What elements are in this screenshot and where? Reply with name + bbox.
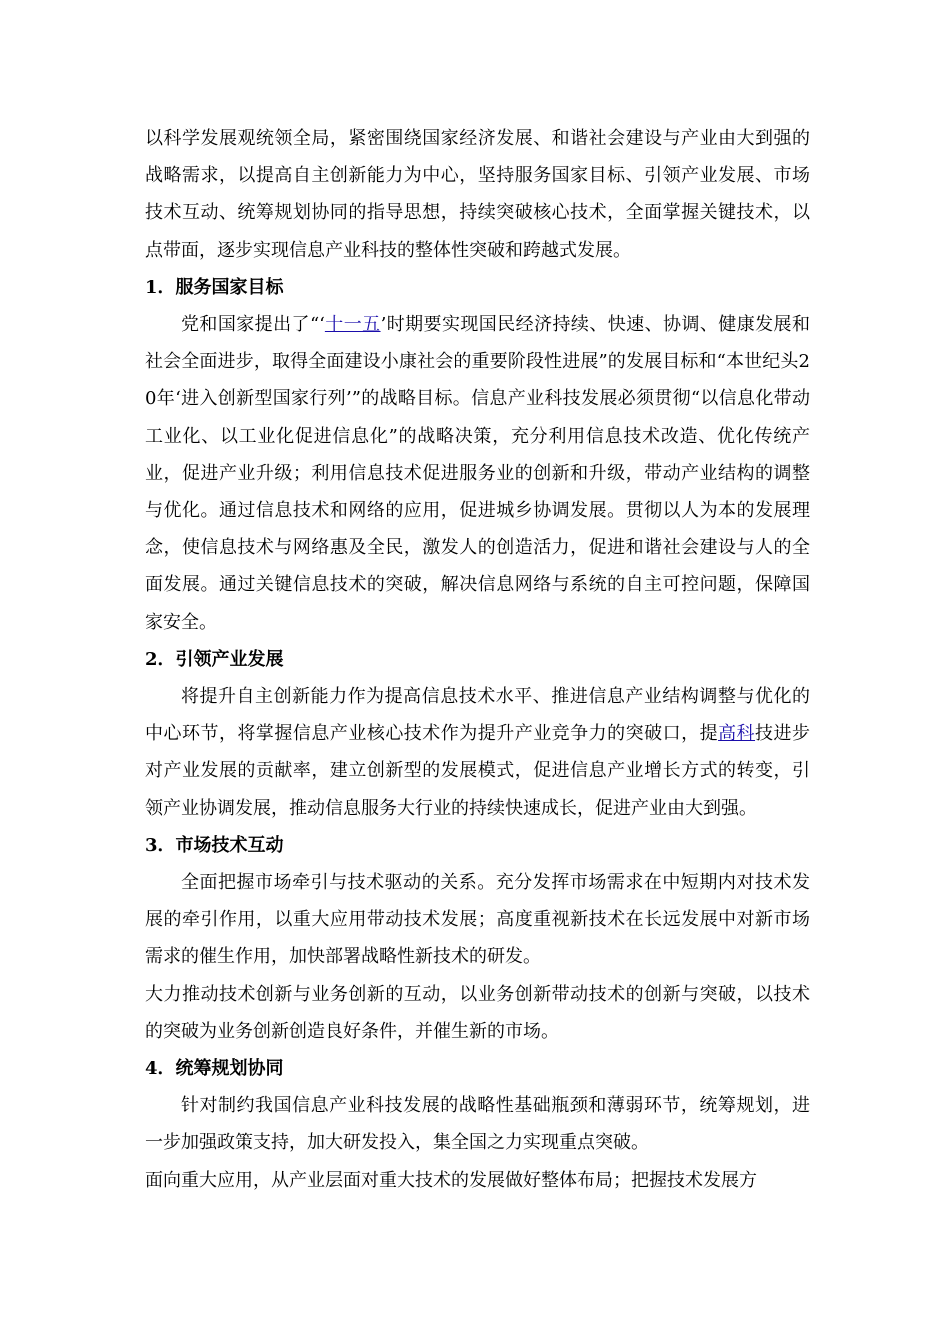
section-heading-market-tech: 3．市场技术互动: [145, 834, 284, 856]
section-heading-lead-industry: 2．引领产业发展: [145, 648, 284, 670]
section-heading-coordination: 4．统筹规划协同: [145, 1058, 284, 1080]
text-run: 将提升自主创新能力作为提高信息技术水平、推进信息产业结构调整与优化的中心环节，将掌握信息产业核心技术作为提升产业竞争力的突破口，提: [145, 686, 810, 745]
section-heading-serve-nation: 1．服务国家目标: [145, 276, 284, 298]
text-run: ’时期要实现国民经济持续、快速、协调、健康发展和社会全面进步，取得全面建设小康社会的重要阶段性进展”的发展目标和“本世纪头20年‘进入创新型国家行列’”的战略目标。信息产业科技发展必须贯彻“以信息化带动工业化、以工业化促进信息化”的战略决策，充分利用信息技术改造、优化传统产业，促进产业升级；利用信息技术促进服务业的创新和升级，带动产业结构的调整与优化。通过信息技术和网络的应用，促进城乡协调发展。贯彻以人为本的发展理念，使信息技术与网络惠及全民，激发人的创造活力，促进和谐社会建设与人的全面发展。通过关键信息技术的突破，解决信息网络与系统的自主可控问题，保障国家安全。: [145, 314, 810, 633]
intro-paragraph: 以科学发展观统领全局，紧密围绕国家经济发展、和谐社会建设与产业由大到强的战略需求，以提高自主创新能力为中心，坚持服务国家目标、引领产业发展、市场技术互动、统筹规划协同的指导思想，持续突破核心技术，全面掌握关键技术，以点带面，逐步实现信息产业科技的整体性突破和跨越式发展。: [145, 128, 810, 261]
section-paragraph-lead-industry: [145, 678, 810, 827]
section-paragraph-coordination-2: 面向重大应用，从产业层面对重大技术的发展做好整体布局；把握技术发展方: [145, 1169, 757, 1191]
link-gaoke[interactable]: 高科: [718, 723, 756, 745]
text-run: 技进步对产业发展的贡献率，建立创新型的发展模式，促进信息产业增长方式的转变，引领产业协调发展，推动信息服务大行业的持续快速成长，促进产业由大到强。: [145, 723, 811, 819]
section-paragraph-market-tech-2: 大力推动技术创新与业务创新的互动，以业务创新带动技术的创新与突破，以技术的突破为业务创新创造良好条件，并催生新的市场。: [145, 983, 810, 1042]
link-shiyiwu[interactable]: 十一五: [324, 314, 381, 336]
section-paragraph-serve-nation: [145, 306, 810, 641]
document-body: [145, 120, 810, 1199]
text-run: 党和国家提出了“‘: [181, 314, 325, 336]
section-paragraph-market-tech-1: 全面把握市场牵引与技术驱动的关系。充分发挥市场需求在中短期内对技术发展的牵引作用，以重大应用带动技术发展；高度重视新技术在长远发展中对新市场需求的催生作用，加快部署战略性新技术的研发。: [145, 872, 810, 968]
section-paragraph-coordination-1: 针对制约我国信息产业科技发展的战略性基础瓶颈和薄弱环节，统筹规划，进一步加强政策支持，加大研发投入，集全国之力实现重点突破。: [145, 1095, 810, 1154]
